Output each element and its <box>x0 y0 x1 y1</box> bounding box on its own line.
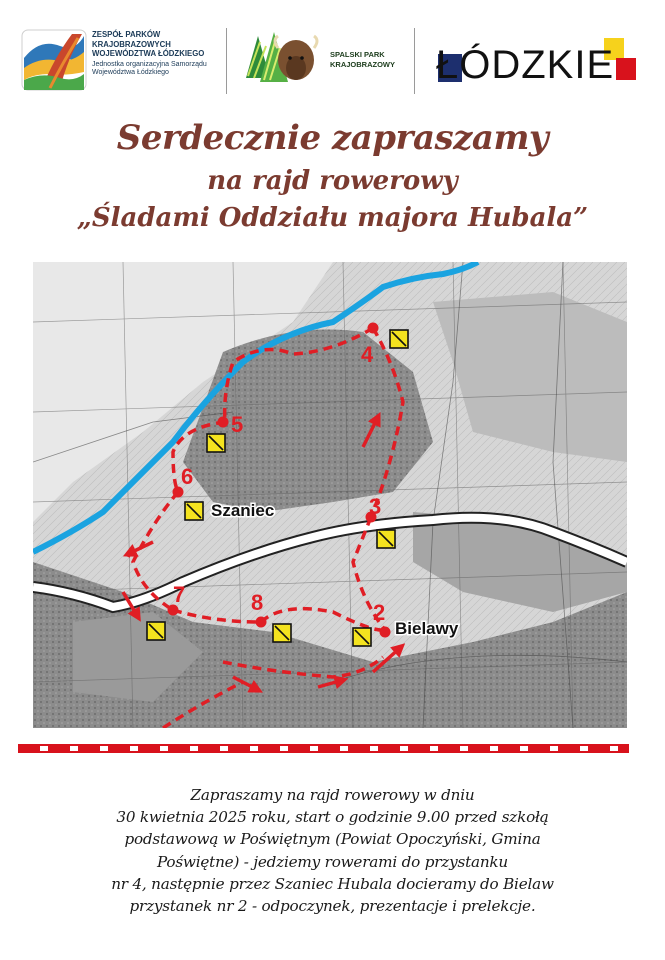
invitation-line: nr 4, następnie przez Szaniec Hubala docieramy do Bielaw <box>111 874 554 893</box>
park-association-logo <box>20 28 88 92</box>
region-wordmark: ŁÓDZKIE <box>436 43 615 87</box>
place-label-szaniec: Szaniec <box>211 501 275 520</box>
band-border <box>18 744 629 746</box>
invitation-line: 30 kwietnia 2025 roku, start o godzinie 9.00 przed szkołą <box>116 808 549 827</box>
stop-number-2: 2 <box>373 600 386 625</box>
spalski-park-bison-logo <box>240 28 320 90</box>
stop-number-7: 7 <box>173 582 186 607</box>
page-title: Serdecznie zapraszamy <box>116 118 549 158</box>
page-subtitle: na rajd rowerowy <box>207 166 458 196</box>
header-logos <box>0 0 665 105</box>
lodzkie-region-logo <box>428 28 648 90</box>
stop-number-5: 5 <box>231 412 244 437</box>
logo-divider <box>226 28 227 94</box>
invitation-line: Poświętne) - jedziemy rowerami do przystanku <box>156 852 508 871</box>
park-association-text: ZESPÓŁ PARKÓW KRAJOBRAZOWYCH WOJEWÓDZTWA ŁÓDZKIEGO Jednostka organizacyjna Samorządu Województwa Łódzkiego <box>92 30 207 76</box>
stop-number-4: 4 <box>361 342 374 367</box>
event-name: „Śladami Oddziału majora Hubala” <box>76 203 589 233</box>
place-label-bielawy: Bielawy <box>395 619 459 638</box>
invitation-line: podstawową w Poświętnym (Powiat Opoczyński, Gmina <box>124 830 541 849</box>
route-map <box>33 262 627 728</box>
invitation-text <box>40 784 625 917</box>
stop-number-6: 6 <box>181 464 194 489</box>
logo-divider <box>414 28 415 94</box>
band-border <box>18 751 629 753</box>
spalski-park-text: SPALSKI PARK KRAJOBRAZOWY <box>330 50 395 69</box>
invitation-line: Zapraszamy na rajd rowerowy w dniu <box>190 786 475 804</box>
stop-number-3: 3 <box>369 494 382 519</box>
stop-number-8: 8 <box>251 590 264 615</box>
invitation-line: przystanek nr 2 - odpoczynek, prezentacje i prelekcje. <box>129 897 536 916</box>
